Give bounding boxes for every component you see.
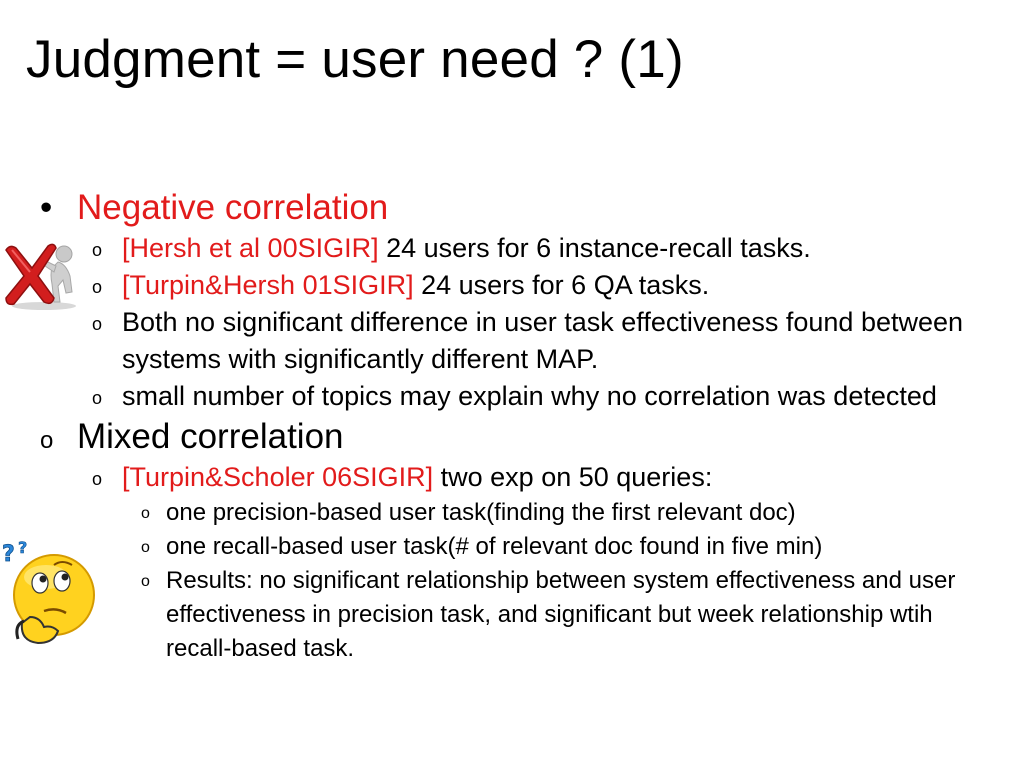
citation: [Turpin&Hersh 01SIGIR]: [122, 270, 414, 300]
circle-marker: o: [92, 314, 103, 334]
bullet-mixed-correlation: [0, 415, 1024, 459]
circle-marker: o: [92, 277, 103, 297]
sub-list-item: [0, 530, 1024, 564]
slide-title: Judgment = user need ? (1): [26, 30, 684, 89]
circle-marker: o: [92, 388, 103, 408]
circle-marker: o: [92, 240, 103, 260]
item-text: 24 users for 6 QA tasks.: [413, 270, 710, 300]
item-text: one precision-based user task(finding the first relevant doc): [166, 499, 796, 526]
bullet-negative-correlation: [0, 186, 1024, 230]
item-text: one recall-based user task(# of relevant doc found in five min): [166, 533, 823, 560]
svg-text:?: ?: [2, 542, 15, 567]
item-text: Both no significant difference in user task effectiveness found between systems with significantly different MAP.: [122, 307, 964, 374]
list-item: [0, 230, 1024, 267]
heading-negative-correlation: Negative correlation: [77, 188, 389, 227]
circle-marker: o: [141, 505, 150, 522]
circle-marker: o: [141, 539, 150, 556]
list-item: [0, 459, 1024, 496]
item-text: two exp on 50 queries:: [433, 462, 713, 492]
citation: [Hersh et al 00SIGIR]: [122, 233, 379, 263]
list-item: [0, 304, 1024, 378]
item-text: small number of topics may explain why no correlation was detected: [122, 381, 937, 411]
circle-marker: o: [40, 427, 54, 454]
item-text: Results: no significant relationship between system effectiveness and user effectiveness in precision task, and significant but week relationship wtih recall-based task.: [166, 567, 956, 662]
svg-text:?: ?: [18, 538, 28, 557]
circle-marker: o: [92, 469, 103, 489]
list-item-text: [122, 459, 1002, 496]
sub-list-item: [0, 564, 1024, 666]
list-item: [0, 267, 1024, 304]
list-item-text: [122, 230, 1002, 267]
citation: [Turpin&Scholer 06SIGIR]: [122, 462, 434, 492]
heading-mixed-correlation: Mixed correlation: [77, 417, 344, 456]
list-item-text: [122, 267, 1002, 304]
circle-marker: o: [141, 573, 150, 590]
sub-list-item: [0, 496, 1024, 530]
list-item: [0, 378, 1024, 415]
item-text: 24 users for 6 instance-recall tasks.: [378, 233, 811, 263]
bullet-marker: •: [40, 188, 53, 227]
slide-body: [0, 186, 1024, 666]
